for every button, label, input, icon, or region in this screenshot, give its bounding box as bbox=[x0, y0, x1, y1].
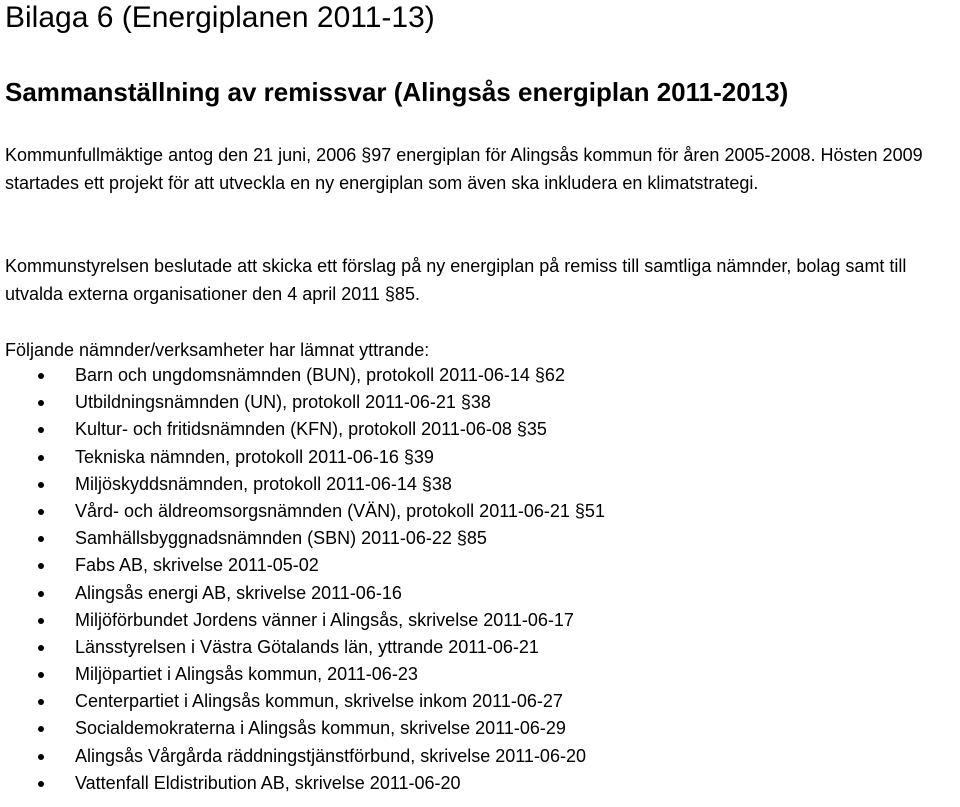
list-item bbox=[5, 634, 957, 661]
bullet-icon bbox=[38, 672, 44, 678]
bullet-icon bbox=[38, 427, 44, 433]
bullet-icon bbox=[38, 618, 44, 624]
list-item bbox=[5, 743, 957, 770]
list-item bbox=[5, 362, 957, 389]
list-item bbox=[5, 661, 957, 688]
list-item-text: Länsstyrelsen i Västra Götalands län, yttrande 2011-06-21 bbox=[75, 636, 539, 657]
list-item bbox=[5, 389, 957, 416]
document-subtitle: Sammanställning av remissvar (Alingsås energiplan 2011-2013) bbox=[5, 77, 789, 107]
bullet-icon bbox=[38, 591, 44, 597]
bullet-icon bbox=[38, 482, 44, 488]
list-item-text: Socialdemokraterna i Alingsås kommun, skrivelse 2011-06-29 bbox=[75, 718, 566, 739]
bullet-icon bbox=[38, 536, 44, 542]
bullet-icon bbox=[38, 726, 44, 732]
list-item-text: Kultur- och fritidsnämnden (KFN), protokoll 2011-06-08 §35 bbox=[75, 419, 547, 440]
list-item bbox=[5, 498, 957, 525]
bullet-icon bbox=[38, 781, 44, 787]
list-item bbox=[5, 471, 957, 498]
list-item-text: Vård- och äldreomsorgsnämnden (VÄN), protokoll 2011-06-21 §51 bbox=[75, 500, 605, 521]
list-item-text: Utbildningsnämnden (UN), protokoll 2011-06-21 §38 bbox=[75, 392, 491, 413]
list-item-text: Samhällsbyggnadsnämnden (SBN) 2011-06-22 §85 bbox=[75, 528, 487, 549]
bullet-icon bbox=[38, 754, 44, 760]
list-item-text: Alingsås energi AB, skrivelse 2011-06-16 bbox=[75, 582, 402, 603]
bullet-icon bbox=[38, 563, 44, 569]
list-item bbox=[5, 770, 957, 797]
list-item-text: Miljöförbundet Jordens vänner i Alingsås, skrivelse 2011-06-17 bbox=[75, 609, 574, 630]
bullet-icon bbox=[38, 455, 44, 461]
intro-paragraph: Kommunfullmäktige antog den 21 juni, 2006 §97 energiplan för Alingsås kommun för åren 2005-2008. Hösten 2009 startades ett projekt för att utveckla en ny energiplan som även ska inkludera en klimatstrategi. bbox=[5, 145, 923, 193]
list-item bbox=[5, 525, 957, 552]
list-item bbox=[5, 444, 957, 471]
list-item-text: Vattenfall Eldistribution AB, skrivelse 2011-06-20 bbox=[75, 772, 461, 793]
bullet-icon bbox=[38, 645, 44, 651]
list-item-text: Fabs AB, skrivelse 2011-05-02 bbox=[75, 555, 319, 576]
list-item-text: Alingsås Vårgårda räddningstjänstförbund, skrivelse 2011-06-20 bbox=[75, 745, 586, 766]
list-item bbox=[5, 416, 957, 443]
bullet-icon bbox=[38, 509, 44, 515]
list-item-text: Tekniska nämnden, protokoll 2011-06-16 §39 bbox=[75, 446, 434, 467]
list-item bbox=[5, 552, 957, 579]
list-item bbox=[5, 607, 957, 634]
list-item bbox=[5, 715, 957, 742]
list-item-text: Centerpartiet i Alingsås kommun, skrivelse inkom 2011-06-27 bbox=[75, 691, 563, 712]
list-item bbox=[5, 580, 957, 607]
list-item bbox=[5, 688, 957, 715]
document-title: Bilaga 6 (Energiplanen 2011-13) bbox=[5, 1, 435, 34]
list-item-text: Miljöpartiet i Alingsås kommun, 2011-06-23 bbox=[75, 664, 418, 685]
bullet-icon bbox=[38, 373, 44, 379]
respondents-intro: Följande nämnder/verksamheter har lämnat yttrande: bbox=[5, 340, 430, 360]
decision-paragraph: Kommunstyrelsen beslutade att skicka ett förslag på ny energiplan på remiss till samtliga nämnder, bolag samt till utvalda externa organisationer den 4 april 2011 §85. bbox=[5, 256, 907, 304]
bullet-icon bbox=[38, 699, 44, 705]
list-item-text: Barn och ungdomsnämnden (BUN), protokoll 2011-06-14 §62 bbox=[75, 365, 565, 385]
respondents-list bbox=[5, 362, 957, 797]
list-item-text: Miljöskyddsnämnden, protokoll 2011-06-14 §38 bbox=[75, 473, 452, 494]
bullet-icon bbox=[38, 400, 44, 406]
